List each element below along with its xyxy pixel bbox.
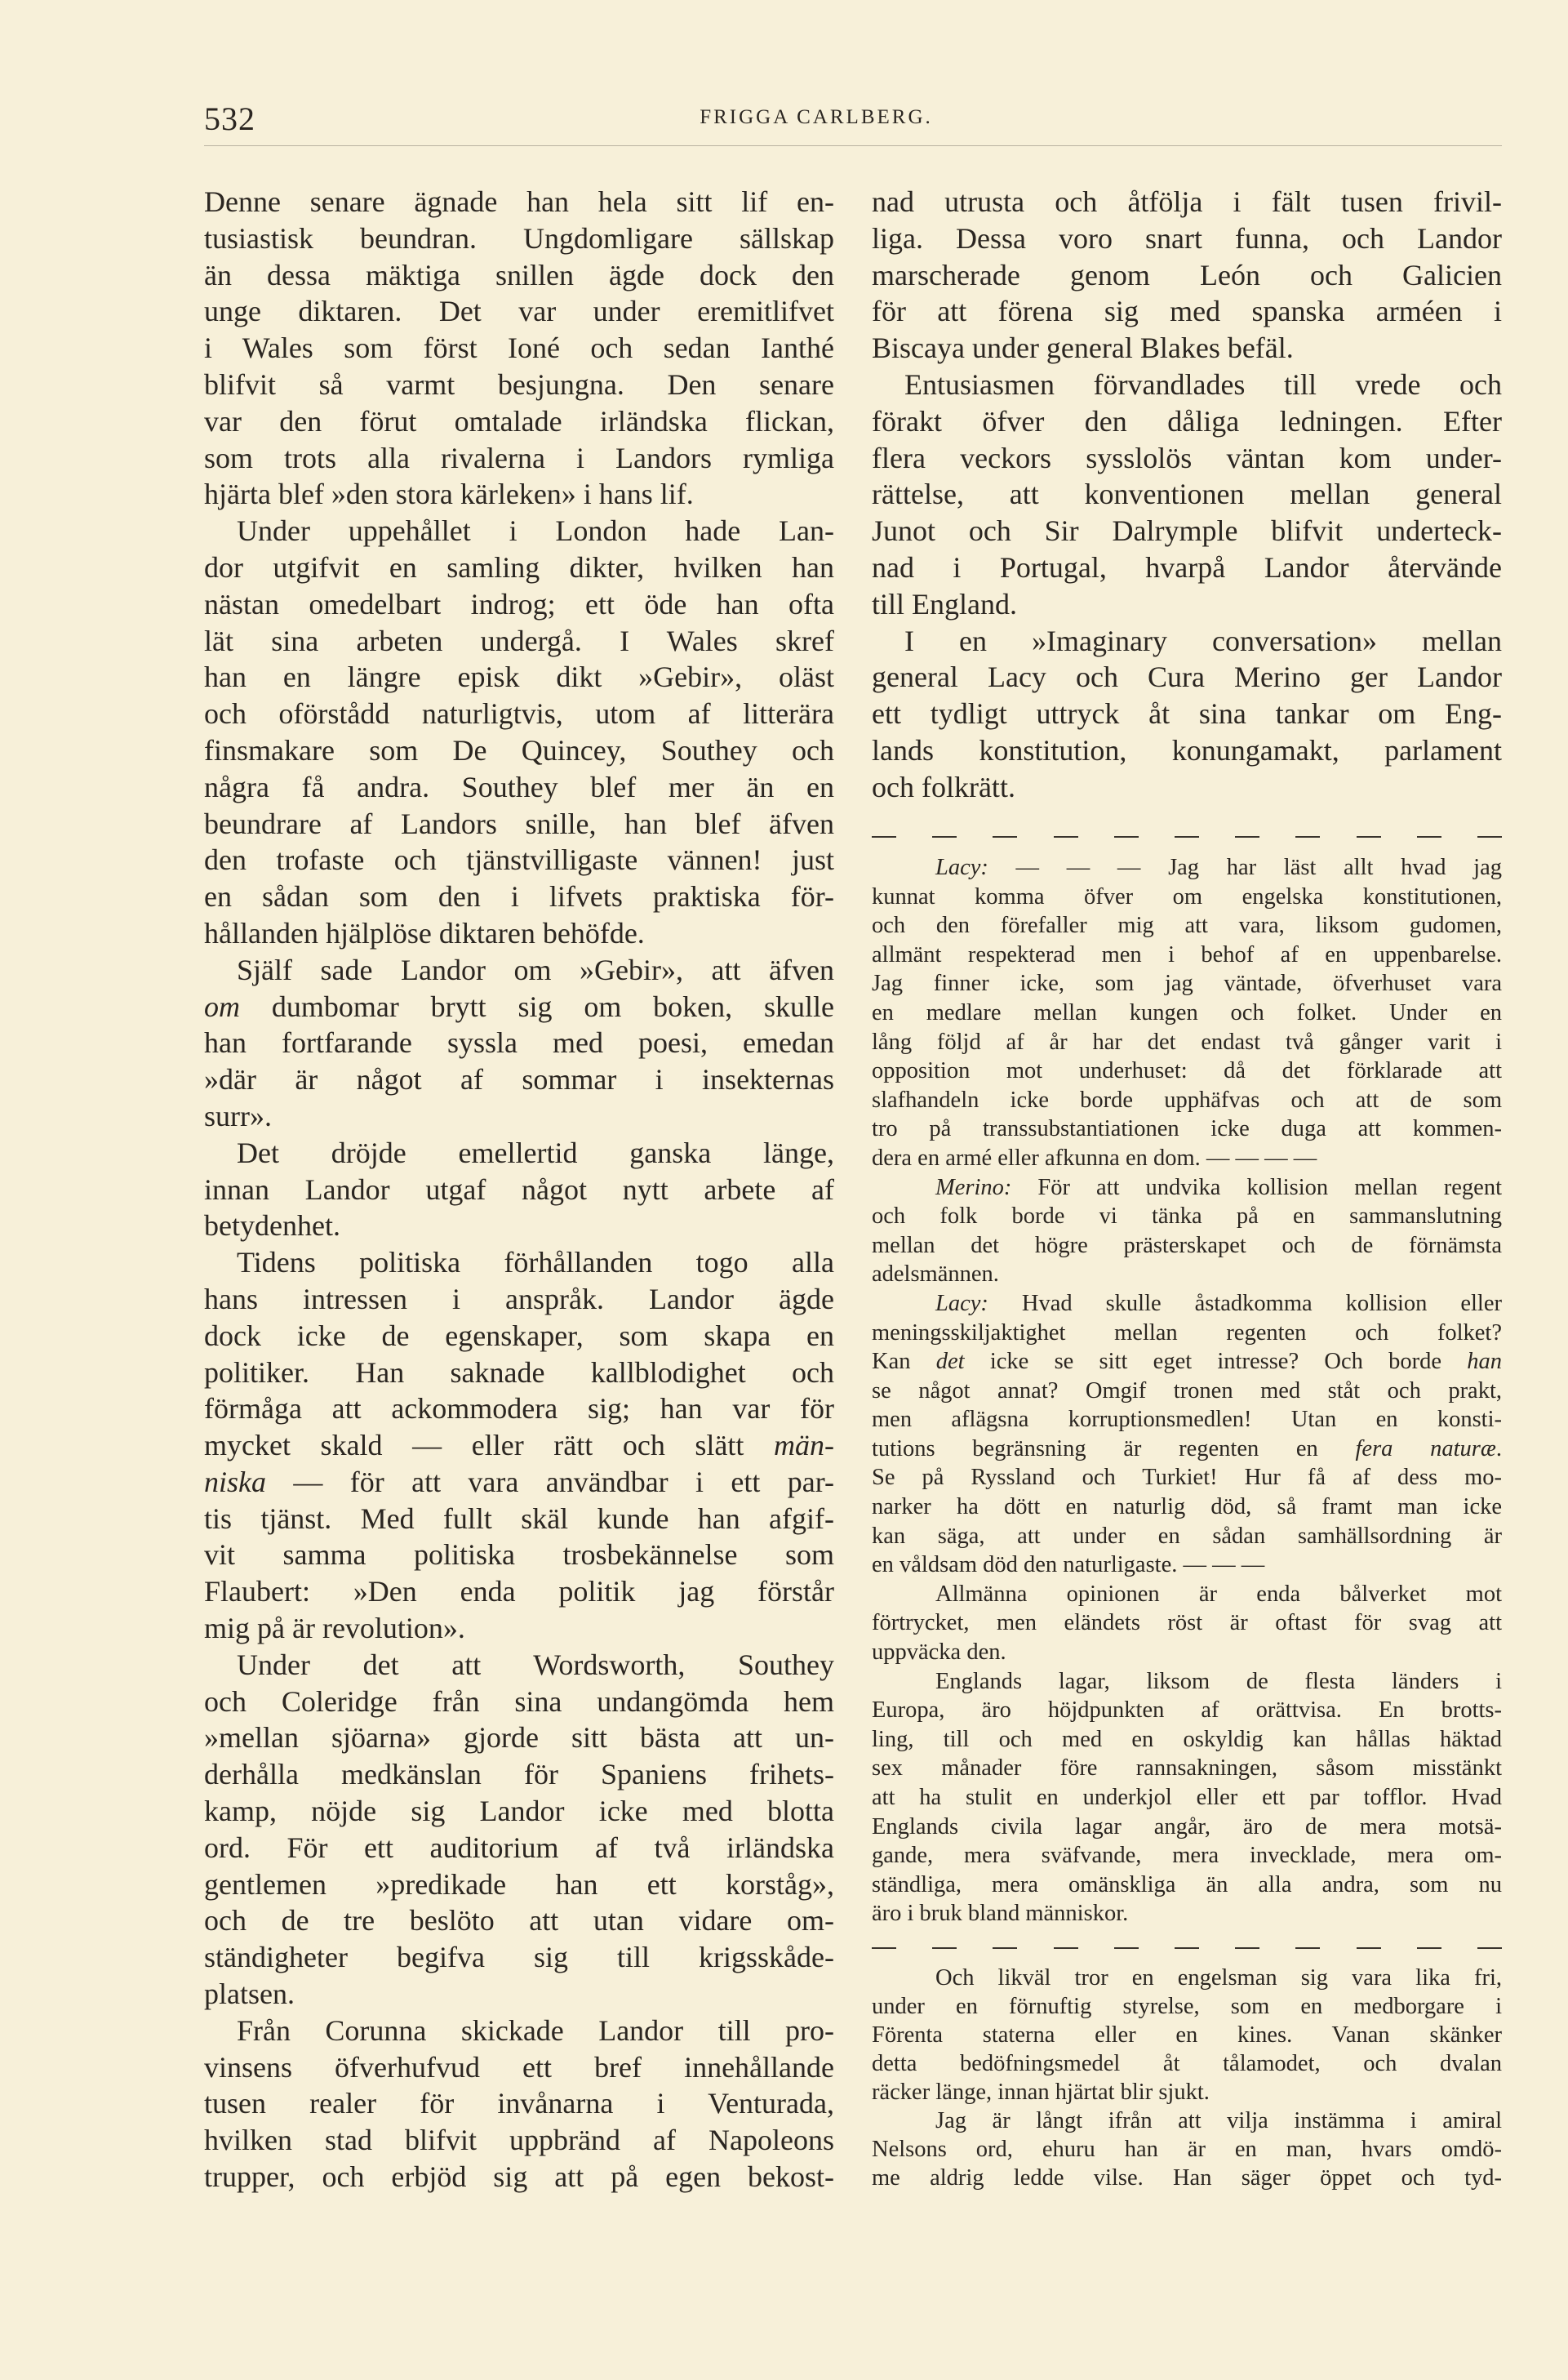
text-line: allmänt respekterad men i behof af en uppenbarelse. bbox=[872, 941, 1502, 968]
text-line: kan säga, att under en sådan samhällsordning är bbox=[872, 1523, 1502, 1549]
text-line: adelsmännen. bbox=[872, 1261, 999, 1288]
text-line: Jag är långt ifrån att vilja instämma i amiral bbox=[935, 2108, 1502, 2133]
text-line: tis tjänst. Med fullt skäl kunde han afgif- bbox=[204, 1501, 834, 1535]
paragraph bbox=[872, 1580, 1502, 1667]
italic-text: Merino: bbox=[935, 1174, 1012, 1200]
text-line: Englands lagar, liksom de flesta länders i bbox=[935, 1668, 1502, 1694]
text-line: »där är något af sommar i insekternas bbox=[204, 1063, 834, 1097]
text-line: hjärta blef »den stora kärleken» i hans lif. bbox=[204, 478, 694, 511]
text-line: för att förena sig med spanska arméen i bbox=[872, 295, 1502, 328]
text-line: ord. För ett auditorium af två irländska bbox=[204, 1831, 834, 1864]
left-column bbox=[204, 184, 834, 2195]
text-line: ständliga, mera omänskliga än alla andra, som nu bbox=[872, 1871, 1502, 1897]
text-line: gande, mera sväfvande, mera invecklade, mera om- bbox=[872, 1843, 1502, 1869]
text-line: narker ha dött en naturlig död, så framt man icke bbox=[872, 1494, 1502, 1520]
text-line: beundrare af Landors snille, han blef äfven bbox=[204, 807, 834, 840]
text-segment: tutions begränsning är regenten en bbox=[872, 1435, 1356, 1461]
text-line: betydenhet. bbox=[204, 1209, 340, 1243]
paragraph bbox=[872, 367, 1502, 623]
text-line: lång följd af år har det endast två gånger varit i bbox=[872, 1029, 1502, 1055]
text-line: slafhandeln icke borde upphäfvas och att de som bbox=[872, 1087, 1502, 1113]
text-line: Europa, äro höjdpunkten af orättvisa. En brotts- bbox=[872, 1697, 1502, 1724]
text-line: hvilken stad blifvit uppbränd af Napoleons bbox=[204, 2124, 834, 2157]
text-line: förakt öfver den dåliga ledningen. Efter bbox=[872, 404, 1502, 438]
text-line: gentlemen »predikade han ett korståg», bbox=[204, 1867, 834, 1901]
paragraph bbox=[872, 2106, 1502, 2192]
text-line: som trots alla rivalerna i Landors rymliga bbox=[204, 441, 834, 474]
text-line: Tidens politiska förhållanden togo alla bbox=[237, 1246, 834, 1279]
text-line: en våldsam död den naturligaste. — — — bbox=[872, 1552, 1265, 1578]
text-line: mellan det högre prästerskapet och de förnämsta bbox=[872, 1232, 1502, 1258]
text-line: lät sina arbeten undergå. I Wales skref bbox=[204, 624, 834, 657]
text-line: blifvit så varmt besjungna. Den senare bbox=[204, 367, 834, 401]
paragraph bbox=[872, 1667, 1502, 1928]
text-line: den trofaste och tjänstvilligaste vännen! just bbox=[204, 843, 834, 877]
text-line: kamp, nöjde sig Landor icke med blotta bbox=[204, 1795, 834, 1828]
text-line: han fortfarande syssla med poesi, emedan bbox=[204, 1026, 834, 1060]
text-line: derhålla medkänslan för Spaniens frihets- bbox=[204, 1758, 834, 1791]
text-line bbox=[872, 1347, 1502, 1377]
text-line: Biscaya under general Blakes befäl. bbox=[872, 331, 1294, 365]
section-separator bbox=[872, 1947, 1502, 1951]
text-line: sex månader före rannsakningen, såsom misstänkt bbox=[872, 1755, 1502, 1782]
text-line: ständigheter begifva sig till krigsskåde- bbox=[204, 1941, 834, 1974]
text-line: uppväcka den. bbox=[872, 1639, 1006, 1666]
text-line bbox=[872, 1173, 1502, 1203]
text-line: äro i bruk bland människor. bbox=[872, 1901, 1129, 1927]
text-line bbox=[872, 1435, 1502, 1464]
text-line: general Lacy och Cura Merino ger Landor bbox=[872, 661, 1502, 694]
text-line bbox=[204, 1427, 834, 1464]
text-segment: — — — Jag har läst allt hvad jag bbox=[988, 855, 1502, 880]
text-line: Och likväl tror en engelsman sig vara lika fri, bbox=[935, 1965, 1502, 1991]
text-line: »mellan sjöarna» gjorde sitt bästa att un- bbox=[204, 1721, 834, 1755]
text-segment: För att undvika kollision mellan regent bbox=[1011, 1174, 1502, 1200]
dialogue-excerpt bbox=[872, 853, 1502, 1928]
text-line: under en förnuftig styrelse, som en medborgare i bbox=[872, 1994, 1502, 2019]
paragraph bbox=[872, 1289, 1502, 1580]
text-line: förmåga att ackommodera sig; han var för bbox=[204, 1392, 834, 1426]
paragraph bbox=[204, 184, 834, 513]
text-segment: . bbox=[1495, 1435, 1502, 1461]
text-line: förtrycket, men eländets röst är oftast för svag att bbox=[872, 1610, 1502, 1636]
text-line: Nelsons ord, ehuru han är en man, hvars omdö- bbox=[872, 2137, 1502, 2162]
text-line: vinsens öfverhufvud ett bref innehållande bbox=[204, 2050, 834, 2084]
page-number: 532 bbox=[204, 100, 255, 137]
italic-text: det bbox=[935, 1349, 965, 1375]
text-line: och den förefaller mig att vara, liksom gudomen, bbox=[872, 913, 1502, 939]
paragraph bbox=[204, 952, 834, 1135]
text-line: unge diktaren. Det var under eremitlifvet bbox=[204, 295, 834, 328]
text-line: en medlare mellan kungen och folket. Under en bbox=[872, 999, 1502, 1025]
text-segment: icke se sitt eget intresse? Och borde bbox=[964, 1349, 1468, 1375]
section-separator bbox=[872, 836, 1502, 839]
paragraph bbox=[204, 1244, 834, 1647]
paragraph bbox=[872, 184, 1502, 367]
text-line: hållanden hjälplöse diktaren behöfde. bbox=[204, 916, 645, 950]
italic-text: fera naturæ bbox=[1355, 1435, 1496, 1461]
italic-text: niska bbox=[204, 1465, 266, 1498]
text-line: dock icke de egenskaper, som skapa en bbox=[204, 1319, 834, 1352]
paragraph bbox=[204, 1135, 834, 1244]
text-line: räcker länge, innan hjärtat blir sjukt. bbox=[872, 2080, 1210, 2105]
text-line: surr». bbox=[204, 1099, 272, 1132]
text-line: några få andra. Southey blef mer än en bbox=[204, 770, 834, 803]
text-line: ling, till och med en oskyldig kan hållas häktad bbox=[872, 1726, 1502, 1752]
text-line: och de tre beslöto att utan vidare om- bbox=[204, 1904, 834, 1937]
text-line: tusen realer för invånarna i Venturada, bbox=[204, 2087, 834, 2120]
text-line: än dessa mäktiga snillen ägde dock den bbox=[204, 258, 834, 291]
text-line: Förenta staterna eller en kines. Vanan skänker bbox=[872, 2022, 1502, 2048]
text-segment: Kan bbox=[872, 1349, 936, 1375]
text-segment: mycket skald — eller rätt och slätt bbox=[204, 1429, 774, 1462]
text-line: var den förut omtalade irländska flickan, bbox=[204, 404, 834, 438]
text-line: och folk borde vi tänka på en sammanslutning bbox=[872, 1203, 1502, 1230]
paragraph bbox=[872, 1173, 1502, 1289]
text-segment: — för att vara användbar i ett par- bbox=[266, 1465, 834, 1498]
text-line: Denne senare ägnade han hela sitt lif en- bbox=[204, 185, 834, 218]
text-segment: dumbomar brytt sig om boken, skulle bbox=[240, 990, 834, 1023]
paragraph bbox=[872, 853, 1502, 1173]
text-line: Under det att Wordsworth, Southey bbox=[237, 1648, 834, 1681]
text-line: Junot och Sir Dalrymple blifvit underteck- bbox=[872, 514, 1502, 548]
text-line: Se på Ryssland och Turkiet! Hur få af dess mo- bbox=[872, 1465, 1502, 1491]
text-line: han en längre episk dikt »Gebir», oläst bbox=[204, 661, 834, 694]
text-line: Jag finner icke, som jag väntade, öfverhuset vara bbox=[872, 971, 1502, 997]
text-line: nästan omedelbart indrog; ett öde han ofta bbox=[204, 587, 834, 621]
text-line: Det dröjde emellertid ganska länge, bbox=[237, 1136, 834, 1169]
text-line: ett tydligt uttryck åt sina tankar om Eng- bbox=[872, 697, 1502, 731]
paragraph bbox=[872, 623, 1502, 806]
text-line: och Coleridge från sina undangömda hem bbox=[204, 1684, 834, 1718]
text-line: kunnat komma öfver om engelska konstitutionen, bbox=[872, 883, 1502, 910]
text-line: tro på transsubstantiationen icke duga att kommen- bbox=[872, 1116, 1502, 1142]
text-line: vit samma politiska trosbekännelse som bbox=[204, 1538, 834, 1572]
italic-text: Lacy: bbox=[935, 855, 988, 880]
text-line: en sådan som den i lifvets praktiska för- bbox=[204, 880, 834, 914]
text-line: flera veckors sysslolös väntan kom under- bbox=[872, 441, 1502, 474]
text-line: me aldrig ledde vilse. Han säger öppet och tyd- bbox=[872, 2165, 1502, 2191]
paragraph bbox=[872, 1964, 1502, 2106]
text-segment: Hvad skulle åstadkomma kollision eller bbox=[988, 1290, 1502, 1316]
italic-text: män- bbox=[774, 1429, 834, 1462]
text-line: platsen. bbox=[204, 1977, 295, 2011]
text-line: innan Landor utgaf något nytt arbete af bbox=[204, 1172, 834, 1206]
text-line: tusiastisk beundran. Ungdomligare sällskap bbox=[204, 221, 834, 255]
italic-text: Lacy: bbox=[935, 1290, 988, 1316]
right-column-main bbox=[872, 184, 1502, 806]
text-line: Allmänna opinionen är enda bålverket mot bbox=[935, 1581, 1502, 1607]
text-line: hans intressen i anspråk. Landor ägde bbox=[204, 1282, 834, 1315]
text-line bbox=[872, 1289, 1502, 1319]
text-line: Under uppehållet i London hade Lan- bbox=[237, 514, 834, 548]
text-line: liga. Dessa voro snart funna, och Landor bbox=[872, 221, 1502, 255]
text-line: till England. bbox=[872, 587, 1017, 621]
text-line: opposition mot underhuset: då det förklarade att bbox=[872, 1058, 1502, 1084]
paragraph bbox=[204, 1647, 834, 2013]
text-line: Från Corunna skickade Landor till pro- bbox=[237, 2013, 834, 2047]
text-line: I en »Imaginary conversation» mellan bbox=[904, 624, 1502, 657]
text-line: trupper, och erbjöd sig att på egen bekost- bbox=[204, 2160, 834, 2194]
text-line: detta bedöfningsmedel åt tålamodet, och dvalan bbox=[872, 2051, 1502, 2076]
text-line: Englands civila lagar angår, äro de mera motsä- bbox=[872, 1813, 1502, 1839]
text-line bbox=[204, 1464, 834, 1501]
paragraph bbox=[204, 513, 834, 952]
running-title: FRIGGA CARLBERG. bbox=[700, 106, 933, 128]
text-line: dera en armé eller afkunna en dom. — — — — bbox=[872, 1145, 1317, 1171]
italic-text: han bbox=[1467, 1349, 1502, 1375]
text-line: Flaubert: »Den enda politik jag förstår bbox=[204, 1575, 834, 1608]
text-line: nad utrusta och åtfölja i fält tusen frivil- bbox=[872, 185, 1502, 218]
text-line: rättelse, att konventionen mellan general bbox=[872, 478, 1502, 511]
text-line: dor utgifvit en samling dikter, hvilken han bbox=[204, 550, 834, 584]
text-line: men aflägsna korruptionsmedlen! Utan en konsti- bbox=[872, 1407, 1502, 1433]
text-line: meningsskiljaktighet mellan regenten och folket? bbox=[872, 1319, 1502, 1346]
text-line: och oförstådd naturligtvis, utom af litterära bbox=[204, 697, 834, 731]
text-line: och folkrätt. bbox=[872, 770, 1015, 803]
text-line: nad i Portugal, hvarpå Landor återvände bbox=[872, 550, 1502, 584]
italic-text: om bbox=[204, 990, 240, 1023]
closing-excerpt bbox=[872, 1964, 1502, 2192]
text-line bbox=[872, 853, 1502, 883]
text-line bbox=[204, 989, 834, 1025]
text-line: Entusiasmen förvandlades till vrede och bbox=[904, 367, 1502, 401]
text-line: se något annat? Omgif tronen med ståt och prakt, bbox=[872, 1377, 1502, 1404]
header-rule bbox=[204, 145, 1502, 146]
text-line: marscherade genom León och Galicien bbox=[872, 258, 1502, 291]
text-line: lands konstitution, konungamakt, parlament bbox=[872, 733, 1502, 767]
text-line: Själf sade Landor om »Gebir», att äfven bbox=[237, 953, 834, 986]
text-line: finsmakare som De Quincey, Southey och bbox=[204, 733, 834, 767]
text-line: mig på är revolution». bbox=[204, 1612, 465, 1645]
text-line: i Wales som först Ioné och sedan Ianthé bbox=[204, 331, 834, 365]
text-line: politiker. Han saknade kallblodighet och bbox=[204, 1355, 834, 1389]
text-line: att ha stulit en underkjol eller ett par tofflor. Hvad bbox=[872, 1785, 1502, 1810]
paragraph bbox=[204, 2013, 834, 2195]
